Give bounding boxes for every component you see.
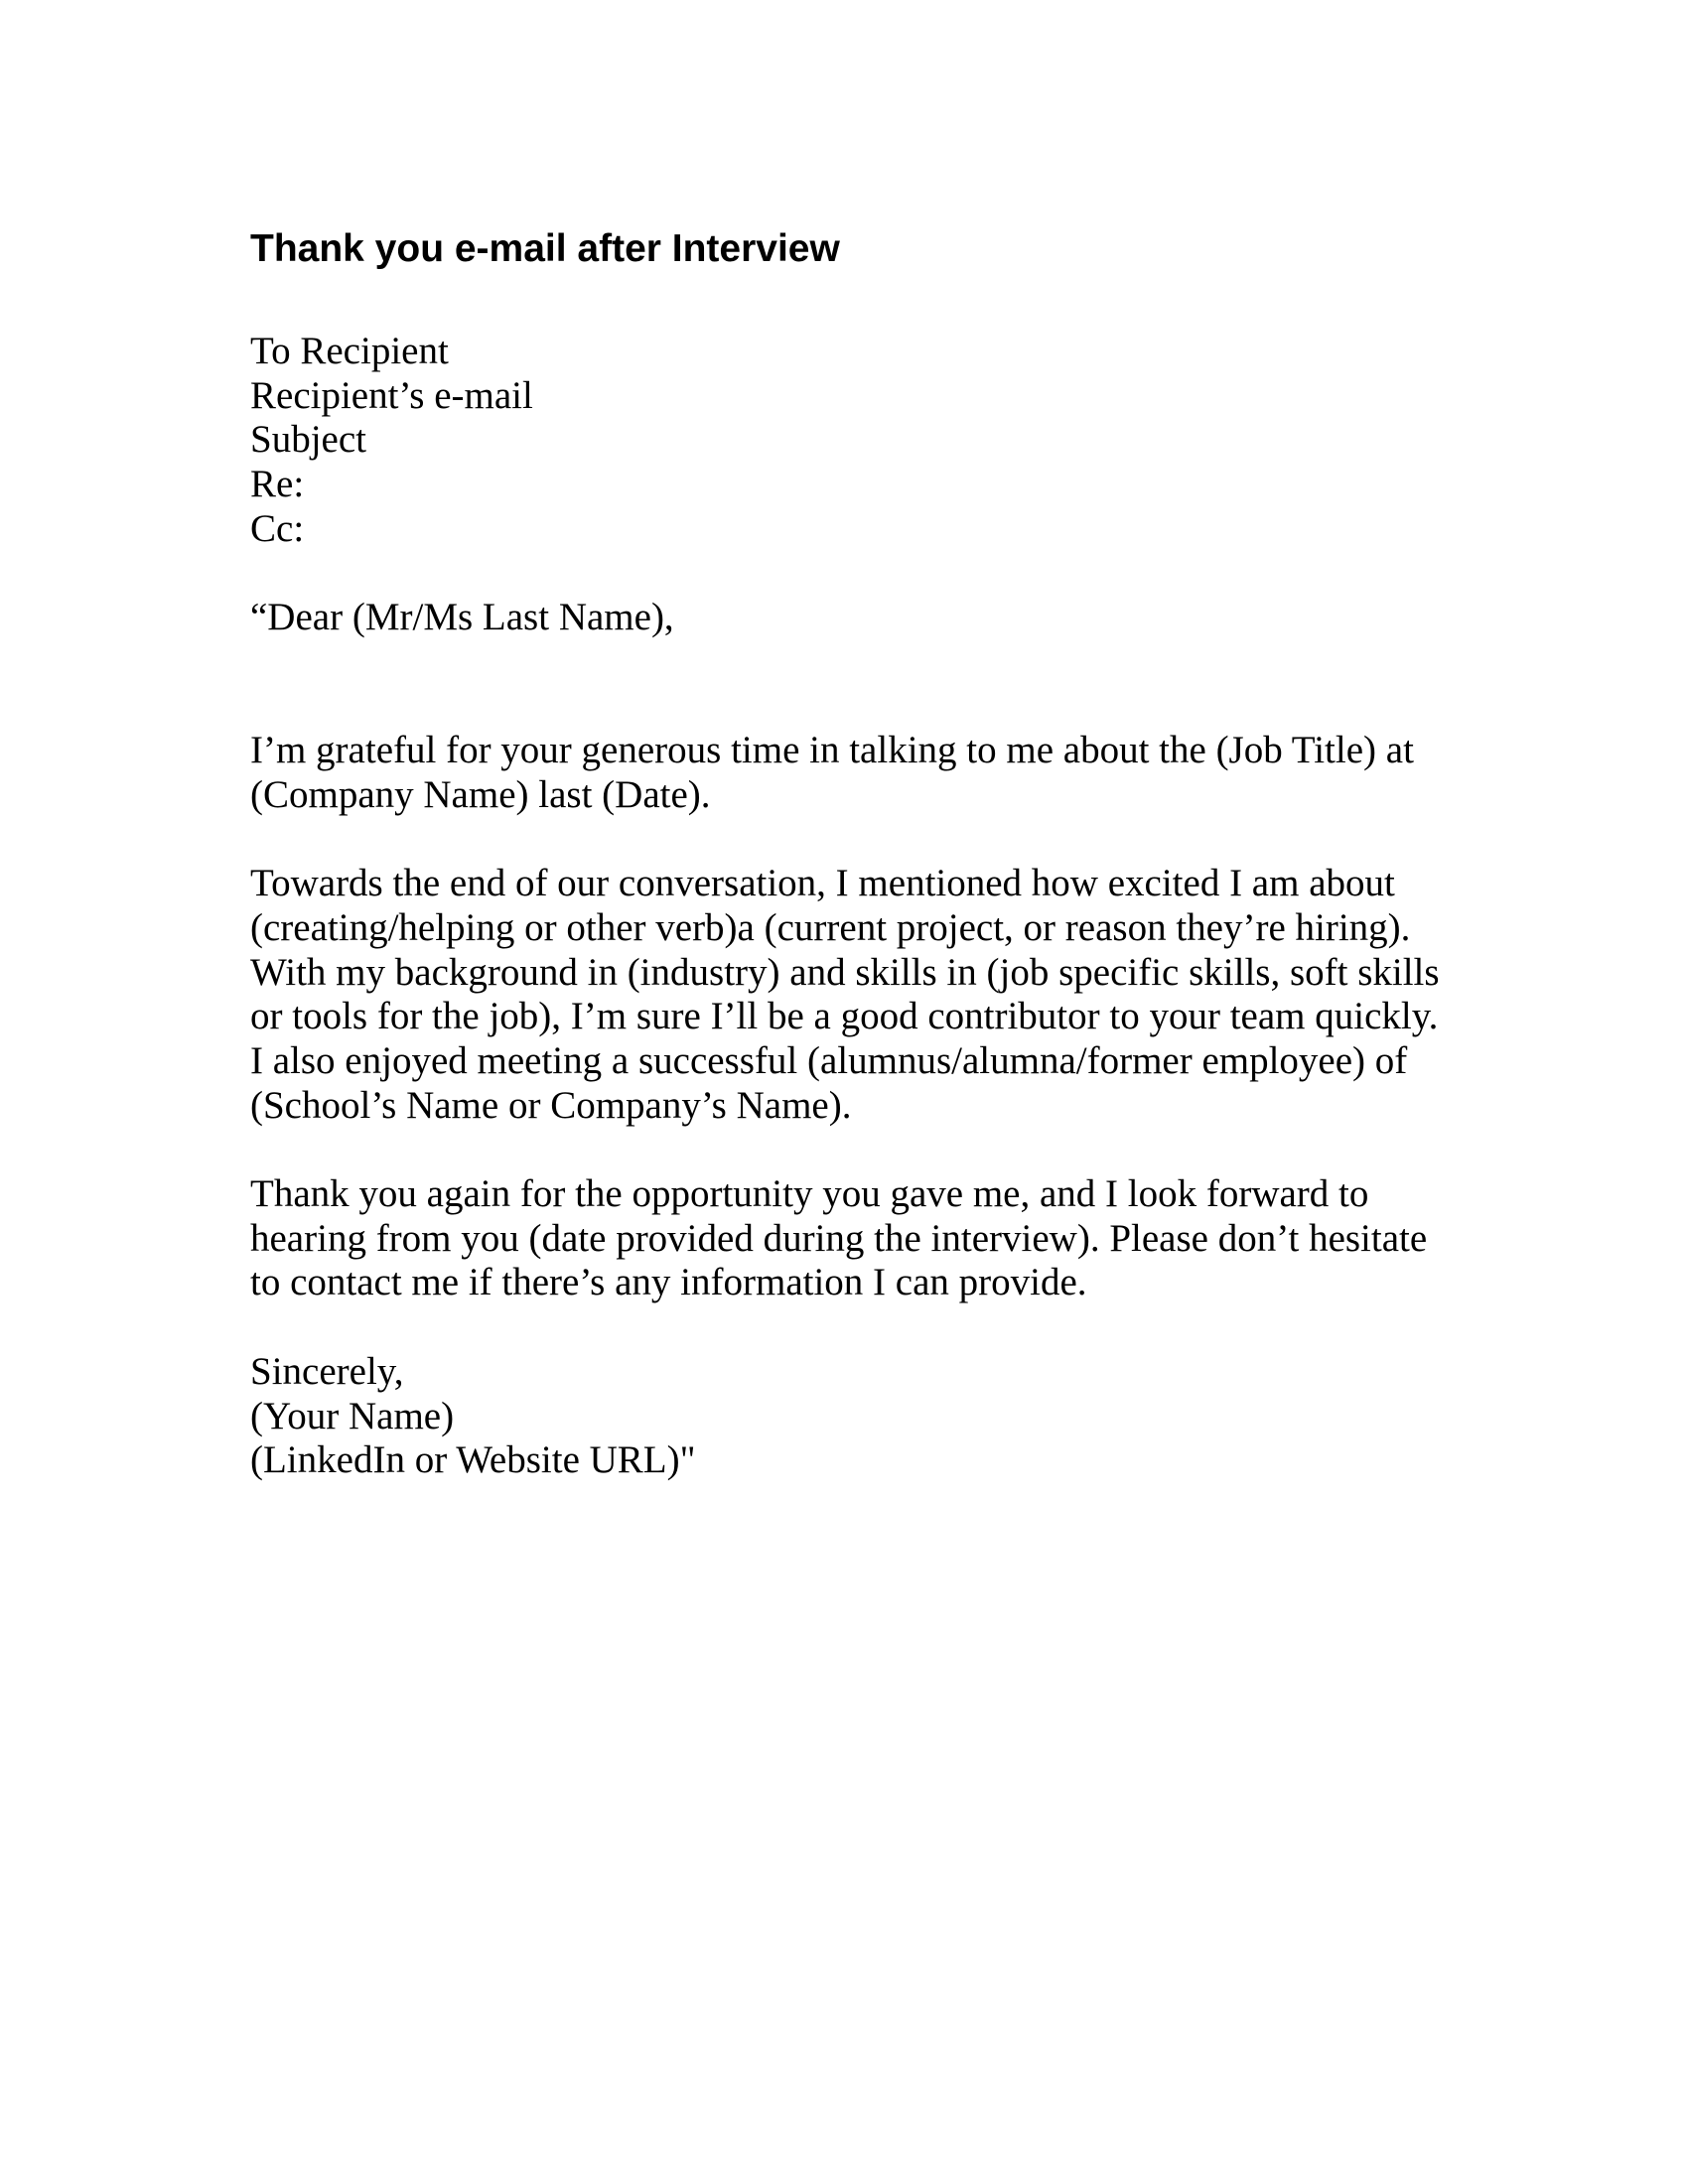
to-recipient-field: To Recipient xyxy=(250,330,449,372)
sender-name: (Your Name) xyxy=(250,1394,455,1437)
paragraph-conversation xyxy=(250,862,1491,1128)
re-field: Re: xyxy=(250,463,305,506)
letter-body xyxy=(250,330,1491,1483)
paragraph-line: (creating/helping or other verb)a (current project, or reason they’re hiring). xyxy=(250,905,1411,949)
paragraph-line: or tools for the job), I’m sure I’ll be a good contributor to your team quickly. xyxy=(250,995,1439,1038)
closing-block xyxy=(250,1350,1491,1483)
email-header-fields xyxy=(250,330,1491,551)
cc-field: Cc: xyxy=(250,506,305,550)
paragraph-line: hearing from you (date provided during the interview). Please don’t hesitate xyxy=(250,1216,1428,1260)
spacer xyxy=(250,685,1491,730)
paragraph-line: Thank you again for the opportunity you gave me, and I look forward to xyxy=(250,1172,1369,1216)
paragraph-line: With my background in (industry) and skills in (job specific skills, soft skills xyxy=(250,950,1440,994)
paragraph-line: I also enjoyed meeting a successful (alumnus/alumna/former employee) of xyxy=(250,1039,1408,1082)
spacer xyxy=(250,551,1491,596)
document-title: Thank you e-mail after Interview xyxy=(250,227,840,270)
recipient-email-field: Recipient’s e-mail xyxy=(250,373,533,417)
paragraph-line: (Company Name) last (Date). xyxy=(250,772,711,816)
paragraph-line: to contact me if there’s any information I can provide. xyxy=(250,1261,1087,1304)
subject-field: Subject xyxy=(250,418,366,462)
paragraph-gratitude xyxy=(250,729,1491,817)
paragraph-line: (School’s Name or Company’s Name). xyxy=(250,1083,852,1127)
salutation: “Dear (Mr/Ms Last Name), xyxy=(250,596,674,639)
spacer xyxy=(250,818,1491,863)
spacer xyxy=(250,1128,1491,1172)
paragraph-line: Towards the end of our conversation, I mentioned how excited I am about xyxy=(250,862,1395,905)
sender-url: (LinkedIn or Website URL)" xyxy=(250,1438,696,1482)
paragraph-thank-you xyxy=(250,1172,1491,1305)
spacer xyxy=(250,640,1491,685)
paragraph-line: I’m grateful for your generous time in talking to me about the (Job Title) at xyxy=(250,729,1414,772)
spacer xyxy=(250,1305,1491,1350)
sign-off: Sincerely, xyxy=(250,1349,404,1393)
